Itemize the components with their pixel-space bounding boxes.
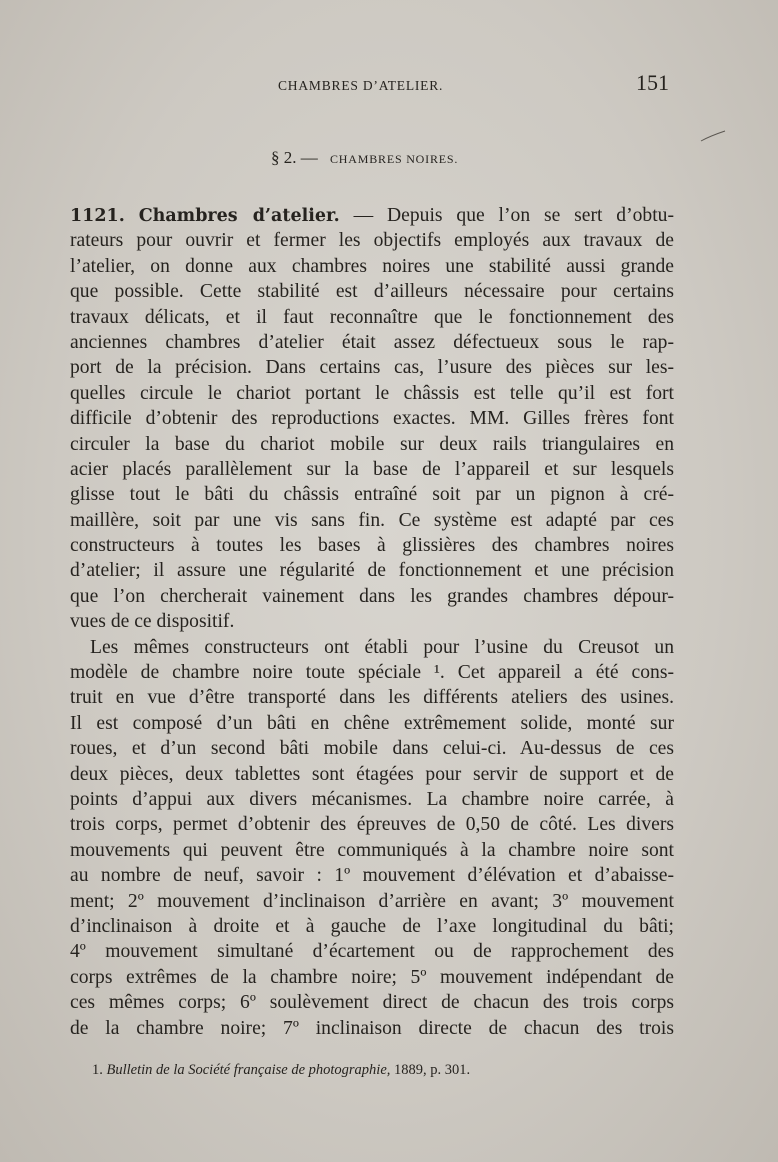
- footnote-source: Bulletin de la Société française de photographie,: [106, 1062, 391, 1078]
- text-line: quelles circule le chariot portant le châssis est telle qu’il est fort: [70, 382, 674, 404]
- text-line: que possible. Cette stabilité est d’ailleurs nécessaire pour certains: [70, 281, 674, 303]
- running-title: CHAMBRES D’ATELIER.: [278, 78, 444, 93]
- text-line: vues de ce dispositif.: [70, 611, 235, 633]
- text-line: Les mêmes constructeurs ont établi pour l’usine du Creusot un: [90, 636, 674, 658]
- text-line: roues, et d’un second bâti mobile dans celui-ci. Au-dessus de ces: [70, 738, 674, 760]
- section-heading: [0, 148, 778, 172]
- footnote: [92, 1062, 652, 1079]
- section-title: CHAMBRES NOIRES.: [330, 152, 459, 166]
- running-head: [0, 70, 778, 98]
- text-line: corps extrêmes de la chambre noire; 5º mouvement indépendant de: [70, 966, 674, 988]
- footnote-marker: 1.: [92, 1062, 103, 1078]
- text-line: Il est composé d’un bâti en chêne extrêmement solide, monté sur: [70, 712, 674, 734]
- text-line: ces mêmes corps; 6º soulèvement direct de chacun des trois corps: [70, 992, 674, 1014]
- paragraph-creusot: [70, 635, 674, 1041]
- text-line: rateurs pour ouvrir et fermer les objectifs employés aux travaux de: [70, 230, 674, 252]
- text-line: modèle de chambre noire toute spéciale ¹. Cet appareil a été cons-: [70, 662, 674, 684]
- text-line: ment; 2º mouvement d’inclinaison d’arrière en avant; 3º mouvement: [70, 890, 674, 912]
- text-line: points d’appui aux divers mécanismes. La chambre noire carrée, à: [70, 788, 674, 810]
- pencil-mark: [700, 130, 726, 142]
- text-line: l’atelier, on donne aux chambres noires une stabilité aussi grande: [70, 255, 674, 277]
- paragraph-number: 1121.: [70, 206, 125, 226]
- text-line: constructeurs à toutes les bases à glissières des chambres noires: [70, 535, 674, 557]
- text-line: au nombre de neuf, savoir : 1º mouvement d’élévation et d’abaisse-: [70, 865, 674, 887]
- text-line: difficile d’obtenir des reproductions exactes. MM. Gilles frères font: [70, 408, 674, 430]
- text-line: que l’on chercherait vainement dans les grandes chambres dépour-: [70, 585, 674, 607]
- text-line: d’inclinaison à droite et à gauche de l’axe longitudinal du bâti;: [70, 915, 674, 937]
- text-line: circuler la base du chariot mobile sur deux rails triangulaires en: [70, 433, 674, 455]
- text-line: d’atelier; il assure une régularité de fonctionnement et une précision: [70, 560, 674, 582]
- paragraph-1121: [70, 203, 674, 635]
- text-line: port de la précision. Dans certains cas, l’usure des pièces sur les-: [70, 357, 674, 379]
- section-sign: § 2. —: [271, 148, 318, 167]
- footnote-details: 1889, p. 301.: [394, 1062, 471, 1078]
- text-line: truit en vue d’être transporté dans les différents ateliers des usines.: [70, 687, 674, 709]
- text-line: — Depuis que l’on se sert d’obtu-: [339, 205, 674, 226]
- text-line: deux pièces, deux tablettes sont étagées pour servir de support et de: [70, 763, 674, 785]
- text-line: anciennes chambres d’atelier était assez défectueux sous le rap-: [70, 331, 674, 353]
- text-line: maillère, soit par une vis sans fin. Ce système est adapté par ces: [70, 509, 674, 531]
- text-line: acier placés parallèlement sur la base de l’appareil et sur lesquels: [70, 458, 674, 480]
- text-line: 4º mouvement simultané d’écartement ou de rapprochement des: [70, 941, 674, 963]
- page-number: 151: [636, 70, 669, 95]
- text-line: trois corps, permet d’obtenir des épreuves de 0,50 de côté. Les divers: [70, 814, 674, 836]
- text-line: de la chambre noire; 7º inclinaison directe de chacun des trois: [70, 1017, 674, 1039]
- body-text: [70, 203, 674, 1041]
- text-line: mouvements qui peuvent être communiqués à la chambre noire sont: [70, 839, 674, 861]
- paragraph-first-line: [70, 203, 674, 228]
- text-line: glisse tout le bâti du châssis entraîné soit par un pignon à cré-: [70, 484, 674, 506]
- text-line: travaux délicats, et il faut reconnaître que le fonctionnement des: [70, 306, 674, 328]
- paragraph-title: Chambres d’atelier.: [138, 206, 340, 226]
